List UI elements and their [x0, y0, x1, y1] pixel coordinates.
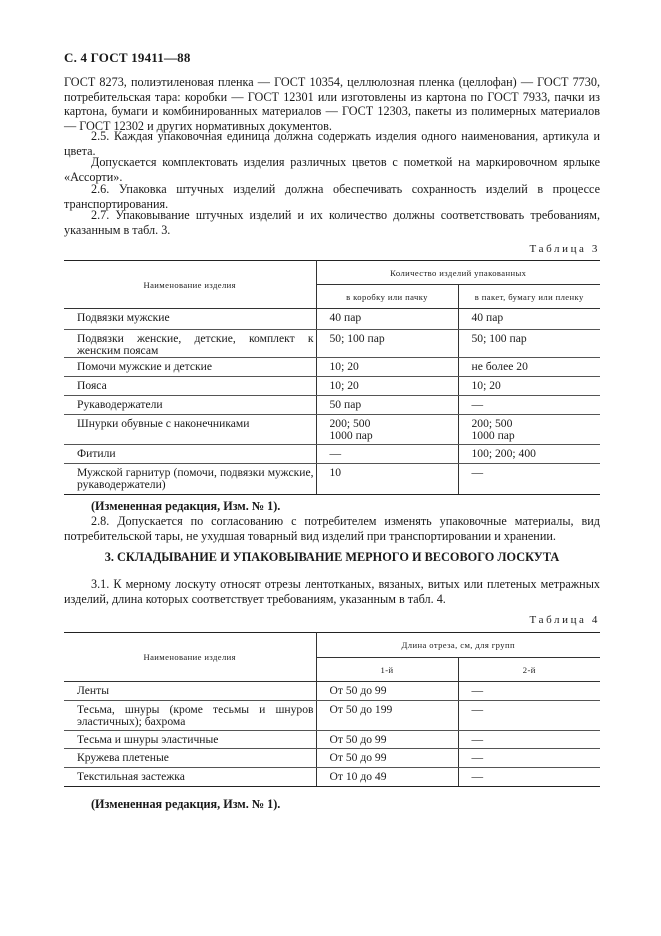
- edit-note-2: (Измененная редакция, Изм. № 1).: [91, 797, 281, 811]
- table-row: [64, 464, 600, 495]
- cell-value-a: 50; 100 пар: [329, 332, 385, 345]
- table3-header-name: Наименование изделия: [64, 261, 316, 309]
- table-row: [64, 749, 600, 768]
- table-row: [64, 731, 600, 749]
- cell-value-a: От 50 до 199: [329, 703, 393, 716]
- cell-value-b: —: [471, 398, 484, 411]
- cell-product-name: Фитили: [77, 447, 116, 460]
- cell-product-name: Подвязки женские, детские, комплект к женским поясам: [77, 332, 314, 357]
- table4-header-name: Наименование изделия: [64, 633, 316, 682]
- cell-value-b: 40 пар: [471, 311, 504, 324]
- cell-value-a: 10; 20: [329, 379, 359, 392]
- cell-product-name: Шнурки обувные с наконечниками: [77, 417, 250, 430]
- cell-product-name: Текстильная застежка: [77, 770, 185, 783]
- table-row: [64, 377, 600, 396]
- cell-value-b: —: [471, 770, 484, 783]
- table-row: [64, 358, 600, 377]
- table-row: [64, 445, 600, 464]
- table3-header-group: Количество изделий упакованных: [316, 261, 600, 285]
- cell-product-name: Ленты: [77, 684, 109, 697]
- cell-value-b: —: [471, 684, 484, 697]
- table4-body: [64, 682, 600, 787]
- cell-value-a: 200; 500 1000 пар: [329, 417, 373, 442]
- section-3-title: 3. СКЛАДЫВАНИЕ И УПАКОВЫВАНИЕ МЕРНОГО И ВЕСОВОГО ЛОСКУТА: [104, 550, 560, 564]
- intro-paragraph: ГОСТ 8273, полиэтиленовая пленка — ГОСТ 10354, целлюлозная пленка (целлофан) — ГОСТ 7730, потребительская тара: коробки — ГОСТ 12301 или изготовлены из картона по ГОСТ 7933, пачки из картона, бумаги и комбинированных материалов — ГОСТ 12303, пакеты из полимерных материалов — ГОСТ 12302 и других нормативных документов.: [64, 75, 600, 133]
- table-row: [64, 330, 600, 358]
- table-row: [64, 768, 600, 787]
- cell-value-b: —: [471, 703, 484, 716]
- cell-value-a: 10: [329, 466, 342, 479]
- cell-value-a: —: [329, 447, 342, 460]
- clause-2-5: 2.5. Каждая упаковочная единица должна содержать изделия одного наименования, артикула и цвета.: [64, 129, 600, 158]
- table3-body: [64, 309, 600, 495]
- cell-value-a: 40 пар: [329, 311, 362, 324]
- cell-value-b: 100; 200; 400: [471, 447, 536, 460]
- table-4: [64, 632, 600, 787]
- edit-note-1: (Измененная редакция, Изм. № 1).: [91, 499, 281, 513]
- table3-caption: Таблица 3: [529, 243, 600, 255]
- clause-2-6: 2.6. Упаковка штучных изделий должна обеспечивать сохранность изделий в процессе транспортирования.: [64, 182, 600, 211]
- clause-2-7: 2.7. Упаковывание штучных изделий и их количество должны соответствовать требованиям, указанным в табл. 3.: [64, 208, 600, 237]
- cell-value-a: От 50 до 99: [329, 684, 387, 697]
- cell-product-name: Тесьма и шнуры эластичные: [77, 733, 219, 746]
- table-row: [64, 682, 600, 701]
- cell-value-b: 50; 100 пар: [471, 332, 527, 345]
- table3-header-b: в пакет, бумагу или пленку: [458, 285, 600, 309]
- cell-value-b: 200; 500 1000 пар: [471, 417, 515, 442]
- page-header: С. 4 ГОСТ 19411—88: [64, 50, 191, 65]
- clause-2-5-note: Допускается комплектовать изделия различных цветов с пометкой на маркировочном ярлыке «Ассорти».: [64, 155, 600, 184]
- cell-value-a: От 10 до 49: [329, 770, 387, 783]
- table4-header-group: Длина отреза, см, для групп: [316, 633, 600, 658]
- cell-product-name: Рукаводержатели: [77, 398, 163, 411]
- table3-header-a: в коробку или пачку: [316, 285, 458, 309]
- clause-2-8: 2.8. Допускается по согласованию с потребителем изменять упаковочные материалы, вид потребительской тары, не ухудшая товарный вид изделий при транспортировании и хранении.: [64, 514, 600, 543]
- cell-value-b: —: [471, 733, 484, 746]
- cell-product-name: Тесьма, шнуры (кроме тесьмы и шнуров эластичных); бахрома: [77, 703, 314, 728]
- cell-product-name: Мужской гарнитур (помочи, подвязки мужские, рукаводержатели): [77, 466, 314, 491]
- table4-header-a: 1-й: [316, 658, 458, 682]
- cell-product-name: Подвязки мужские: [77, 311, 170, 324]
- table4-header-b: 2-й: [458, 658, 600, 682]
- cell-value-a: 10; 20: [329, 360, 359, 373]
- cell-value-b: —: [471, 466, 484, 479]
- cell-product-name: Помочи мужские и детские: [77, 360, 213, 373]
- cell-product-name: Кружева плетеные: [77, 751, 169, 764]
- cell-value-a: 50 пар: [329, 398, 362, 411]
- clause-3-1: 3.1. К мерному лоскуту относят отрезы лентотканых, вязаных, витых или плетеных метражных изделий, длина которых соответствует требованиям, указанным в табл. 4.: [64, 577, 600, 606]
- cell-value-b: —: [471, 751, 484, 764]
- table4-caption: Таблица 4: [529, 614, 600, 626]
- table-row: [64, 309, 600, 330]
- cell-value-a: От 50 до 99: [329, 733, 387, 746]
- table-3: [64, 260, 600, 495]
- cell-value-b: не более 20: [471, 360, 528, 373]
- table-row: [64, 701, 600, 731]
- cell-product-name: Пояса: [77, 379, 107, 392]
- table-row: [64, 396, 600, 415]
- table-row: [64, 415, 600, 445]
- cell-value-b: 10; 20: [471, 379, 501, 392]
- cell-value-a: От 50 до 99: [329, 751, 387, 764]
